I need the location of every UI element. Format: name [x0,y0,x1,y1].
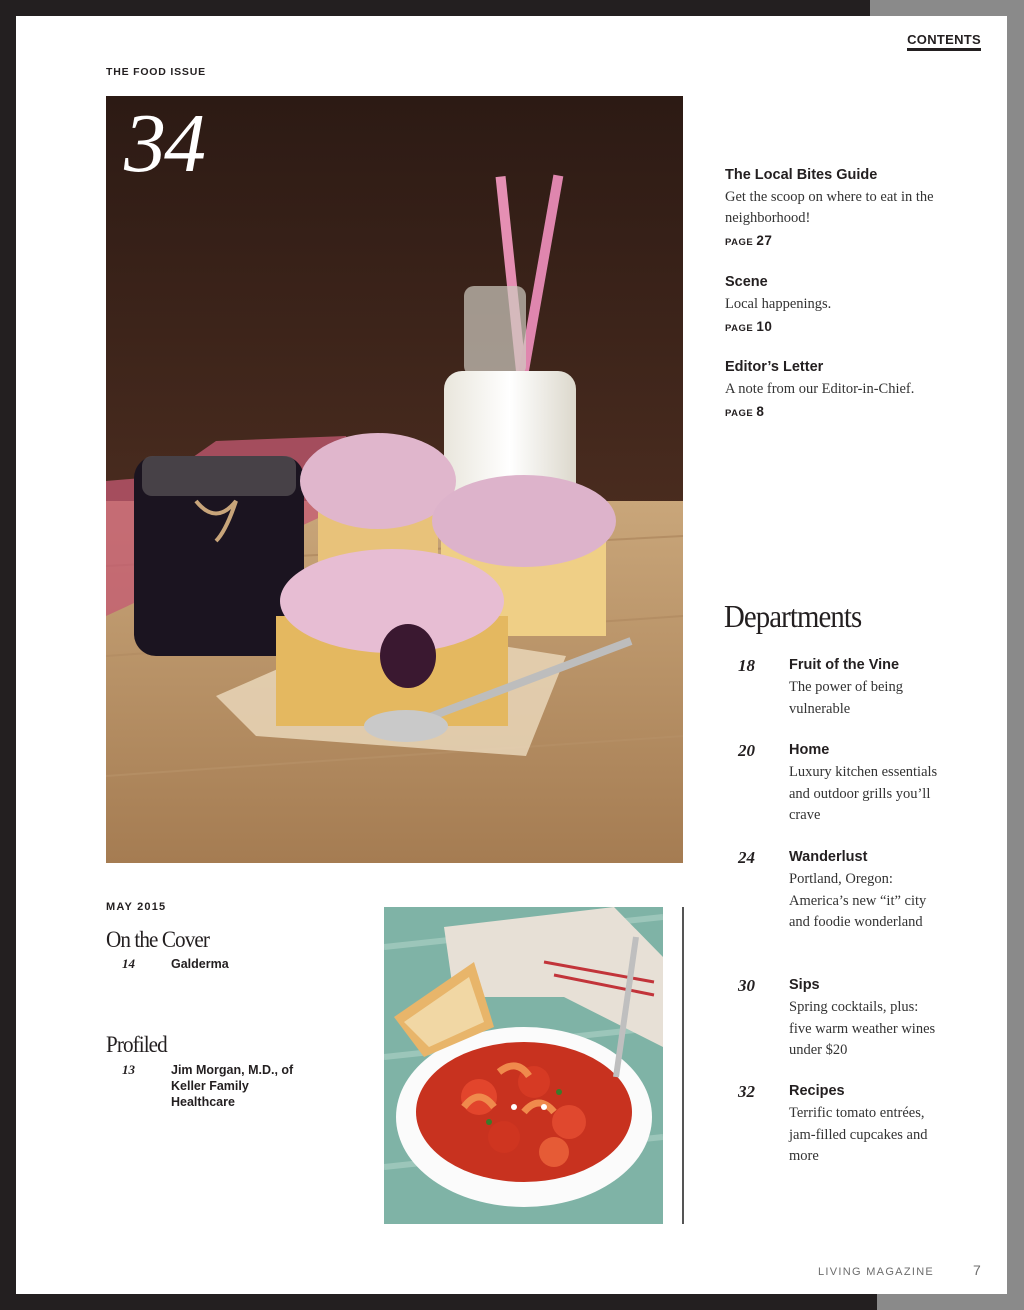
feature-page [725,233,945,248]
on-the-cover-text[interactable]: Galderma [171,957,229,971]
feature-scene[interactable] [725,274,945,334]
feature-desc: Local happenings. [725,296,832,312]
feature-desc: Get the scoop on where to eat in the neighborhood! [725,189,934,226]
cover-story-page-number: 34 [124,97,204,190]
department-title: Recipes [789,1083,845,1099]
page-edge-right [1007,0,1024,1310]
department-title: Fruit of the Vine [789,657,900,673]
page-number: 8 [756,404,765,419]
page-edge-top [870,0,1024,16]
page-number: 10 [756,319,773,334]
profiled-page: 13 [122,1062,135,1077]
department-page: 30 [738,976,755,995]
profiled-heading: Profiled [106,1032,167,1057]
department-desc: Terrific tomato entrées, jam-filled cupcakes and more [789,1105,928,1164]
feature-title: Editor’s Letter [725,359,824,375]
on-the-cover-heading: On the Cover [106,927,209,952]
department-page: 18 [738,656,755,675]
feature-editors-letter[interactable] [725,359,945,419]
contents-underline [907,48,981,51]
page-number: 27 [756,233,773,248]
feature-title: Scene [725,274,768,290]
contents-label: CONTENTS [907,32,981,47]
department-title: Home [789,742,830,758]
tomato-shrimp-photo [384,907,663,1224]
feature-title: The Local Bites Guide [725,167,878,183]
page-label: PAGE [725,323,754,334]
department-page: 24 [738,848,755,867]
feature-local-bites[interactable] [725,167,945,248]
on-the-cover-page: 14 [122,956,135,971]
department-desc: Spring cocktails, plus: five warm weather wines under $20 [789,999,936,1058]
issue-date: MAY 2015 [106,901,167,913]
page-label: PAGE [725,408,754,419]
page-edge-bottom [877,1294,1024,1310]
profiled-text[interactable]: Jim Morgan, M.D., of Keller Family Healthcare [171,1063,294,1109]
page-label: PAGE [725,237,754,248]
feature-page [725,319,945,334]
department-page: 20 [738,741,755,760]
department-page: 32 [738,1082,755,1101]
cover-photo-cupcakes [106,96,683,863]
issue-label: THE FOOD ISSUE [106,66,206,78]
department-desc: The power of being vulnerable [789,679,903,717]
departments-heading: Departments [724,598,862,634]
tomato-dish-illustration [384,907,663,1224]
magazine-page [16,16,1007,1294]
contents-tag [907,32,981,51]
feature-page [725,404,945,419]
cupcake-illustration [106,96,683,863]
folio-page-number: 7 [973,1262,981,1278]
department-desc: Luxury kitchen essentials and outdoor grills you’ll crave [789,764,938,823]
department-title: Sips [789,977,820,993]
magazine-name: LIVING MAGAZINE [818,1266,935,1278]
department-title: Wanderlust [789,849,868,865]
feature-desc: A note from our Editor-in-Chief. [725,381,915,397]
column-divider [682,907,684,1224]
department-desc: Portland, Oregon: America’s new “it” city and foodie wonderland [789,871,927,930]
